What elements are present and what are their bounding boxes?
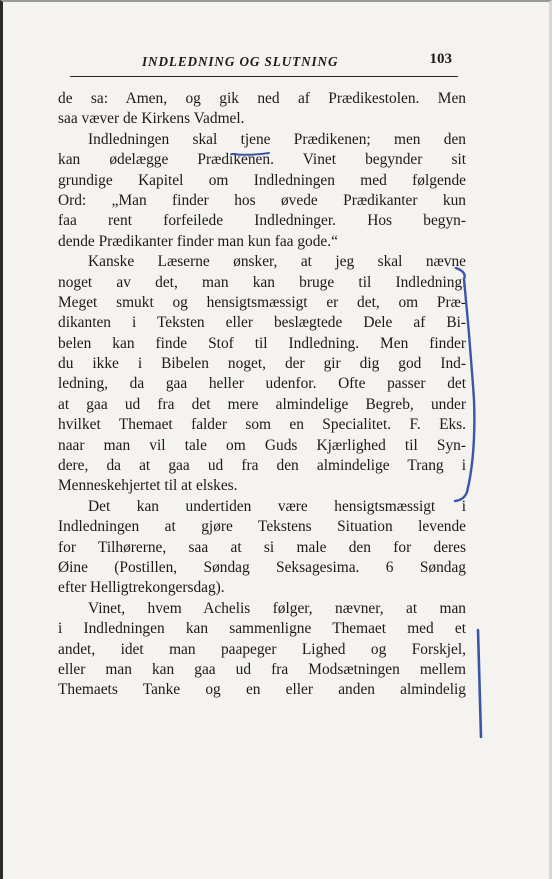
text-line: saa væver de Kirkens Vadmel.: [58, 110, 245, 128]
text-line: de sa: Amen, og gik ned af Prædikestolen. Men: [58, 90, 466, 107]
text-line: faa rent forfeilede Indledninger. Hos begyn-: [58, 212, 466, 230]
text-line: Det kan undertiden være hensigtsmæssigt i: [88, 497, 466, 515]
text-line: Indledningen at gjøre Tekstens Situation levende: [58, 518, 466, 536]
text-line: hvilket Themaet falder som en Specialitet. F. Eks.: [58, 416, 466, 434]
text-line: Øine (Postillen, Søndag Seksagesima. 6 Søndag: [58, 558, 466, 576]
text-line: dikanten i Teksten eller beslægtede Dele af Bi-: [58, 314, 466, 332]
text-line: kan ødelægge Prædikenen. Vinet begynder sit: [58, 151, 466, 169]
body-text: [58, 89, 466, 701]
margin-line-mark: [478, 630, 481, 737]
text-line: eller man kan gaa ud fra Modsætningen mellem: [58, 660, 466, 678]
page-number: 103: [429, 51, 452, 67]
text-line: grundige Kapitel om Indledningen med følgende: [58, 171, 466, 189]
text-line: Vinet, hvem Achelis følger, nævner, at man: [88, 599, 466, 617]
text-line: Menneskehjertet til at elskes.: [58, 477, 238, 495]
text-line: Indledningen skal tjene Prædikenen; men den: [88, 130, 466, 148]
text-line: for Tilhørerne, saa at si male den for deres: [58, 538, 466, 556]
text-line: dere, da at gaa ud fra den almindelige Trang i: [58, 457, 466, 475]
text-line: efter Helligtrekongersdag).: [58, 579, 225, 597]
text-line: Ord: „Man finder hos øvede Prædikanter kun: [58, 191, 466, 209]
text-line: dende Prædikanter finder man kun faa gode.“: [58, 232, 338, 250]
text-line: at gaa ud fra det mere almindelige Begreb, under: [58, 395, 466, 413]
text-line: Themaets Tanke og en eller anden almindelig: [58, 681, 466, 699]
text-line: andet, idet man paapeger Lighed og Forskjel,: [58, 640, 466, 658]
text-line: Meget smukt og hensigtsmæssigt er det, om Præ-: [58, 293, 466, 311]
text-line: ledning, da gaa heller udenfor. Ofte passer det: [58, 375, 466, 393]
text-line: belen kan finde Stof til Indledning. Men finder: [58, 334, 466, 352]
page-header: [70, 50, 458, 77]
text-line: Kanske Læserne ønsker, at jeg skal nævne: [88, 253, 466, 271]
text-line: du ikke i Bibelen noget, der gir dig god Ind-: [58, 355, 466, 373]
text-line: naar man vil tale om Guds Kjærlighed til Syn-: [58, 436, 466, 454]
text-line: noget av det, man kan bruge til Indledning.: [58, 273, 466, 291]
running-head: INDLEDNING OG SLUTNING: [142, 54, 339, 69]
text-line: i Indledningen kan sammenligne Themaet med et: [58, 620, 466, 638]
